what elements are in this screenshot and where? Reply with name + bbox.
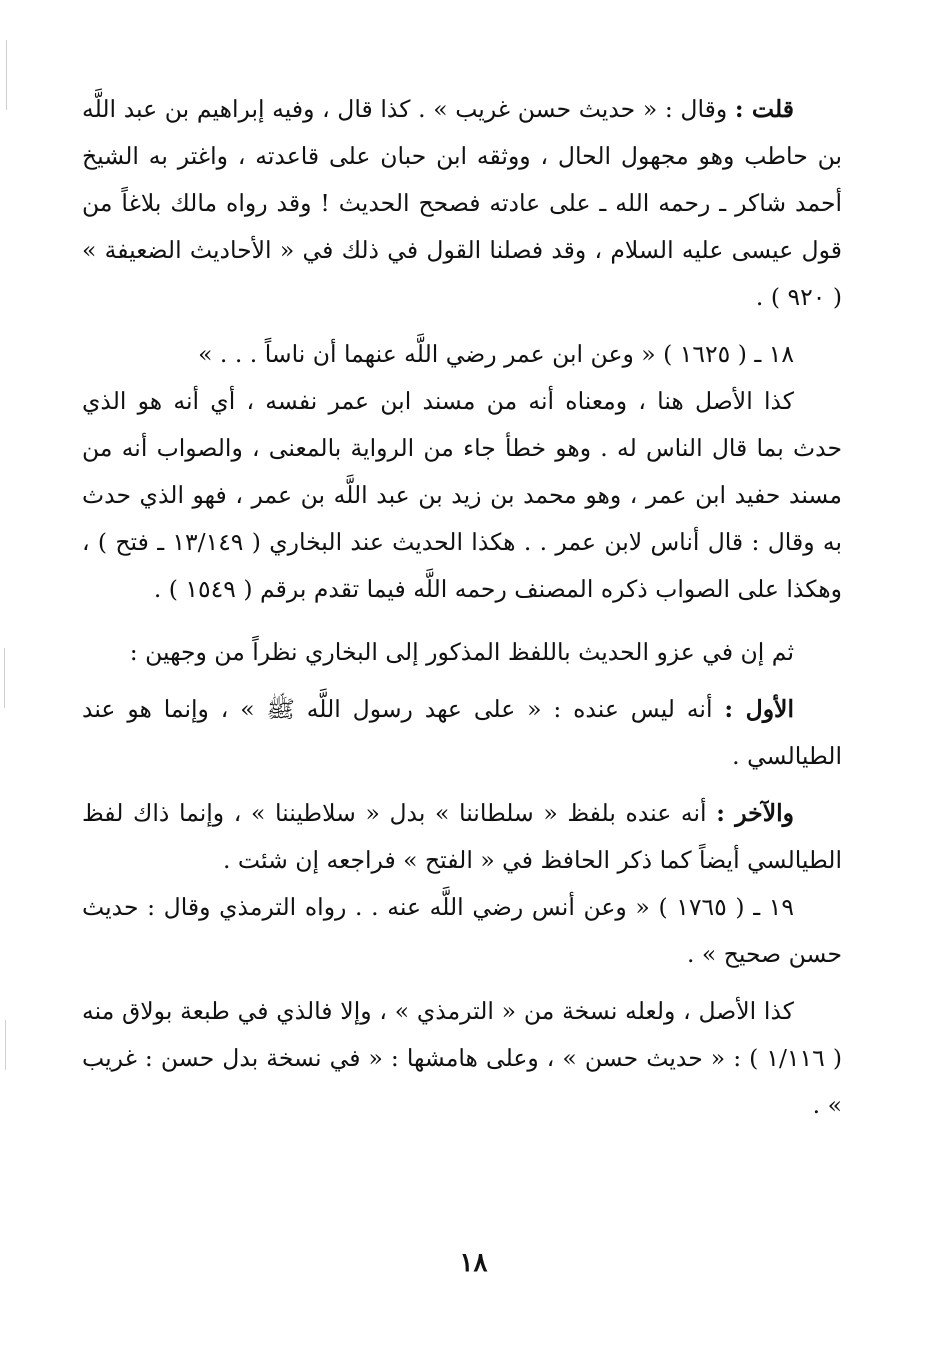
body-text: [82, 86, 842, 1129]
paragraph-label: والآخر :: [716, 799, 794, 827]
paragraph-text: أنه ليس عنده : « على عهد رسول اللَّه ﷺ » ، وإنما هو عند الطيالسي .: [82, 695, 842, 770]
paragraph-commentary-19: [82, 988, 842, 1129]
paragraph-label: الأول :: [724, 695, 794, 723]
paragraph-text: وقال : « حديث حسن غريب » . كذا قال ، وفيه إبراهيم بن عبد اللَّه بن حاطب وهو مجهول الحال ، ووثقه ابن حبان على قاعدته ، واغتر به الشيخ أحمد شاكر ـ رحمه الله ـ على عادته فصحح الحديث ! وقد رواه مالك بلاغاً من قول عيسى عليه السلام ، وقد فصلنا القول في ذلك في « الأحاديث الضعيفة » ( ٩٢٠ ) .: [82, 95, 842, 311]
paragraph-text: ١٩ ـ ( ١٧٦٥ ) « وعن أنس رضي اللَّه عنه . . رواه الترمذي وقال : حديث حسن صحيح » .: [82, 893, 842, 968]
paragraph-two-points: [82, 629, 842, 676]
paragraph-text: أنه عنده بلفظ « سلطاننا » بدل « سلاطيننا » ، وإنما ذاك لفظ الطيالسي أيضاً كما ذكر الحافظ في « الفتح » فراجعه إن شئت .: [82, 799, 842, 874]
paragraph-second-point: [82, 790, 842, 884]
paragraph-text: ١٨ ـ ( ١٦٢٥ ) « وعن ابن عمر رضي اللَّه عنهما أن ناساً . . . »: [198, 340, 794, 368]
paragraph-hadith-19: [82, 884, 842, 978]
paragraph-first-point: [82, 686, 842, 780]
paragraph-hadith-18: [82, 331, 842, 378]
page-number: ١٨: [459, 1248, 488, 1278]
paragraph-text: ثم إن في عزو الحديث باللفظ المذكور إلى البخاري نظراً من وجهين :: [129, 638, 794, 666]
paragraph-text: كذا الأصل هنا ، ومعناه أنه من مسند ابن عمر نفسه ، أي أنه هو الذي حدث بما قال الناس له . وهو خطأ جاء من الرواية بالمعنى ، والصواب أنه من مسند حفيد ابن عمر ، وهو محمد بن زيد بن عبد اللَّه بن عمر ، فهو الذي حدث به وقال : قال أناس لابن عمر . . هكذا الحديث عند البخاري ( ١٣/١٤٩ ـ فتح ) ، وهكذا على الصواب ذكره المصنف رحمه اللَّه فيما تقدم برقم ( ١٥٤٩ ) .: [82, 387, 842, 603]
paragraph-note-1: [82, 86, 842, 321]
paragraph-text: كذا الأصل ، ولعله نسخة من « الترمذي » ، وإلا فالذي في طبعة بولاق منه ( ١/١١٦ ) : « حديث حسن » ، وعلى هامشها : « في نسخة بدل حسن : غريب » .: [82, 997, 842, 1119]
scan-edge-mark-left-low: [5, 1020, 6, 1070]
scan-edge-mark-left-mid: [4, 648, 5, 708]
paragraph-commentary-18: [82, 378, 842, 613]
scan-edge-mark-left-top: [6, 40, 7, 110]
paragraph-label: قلت :: [734, 95, 794, 123]
